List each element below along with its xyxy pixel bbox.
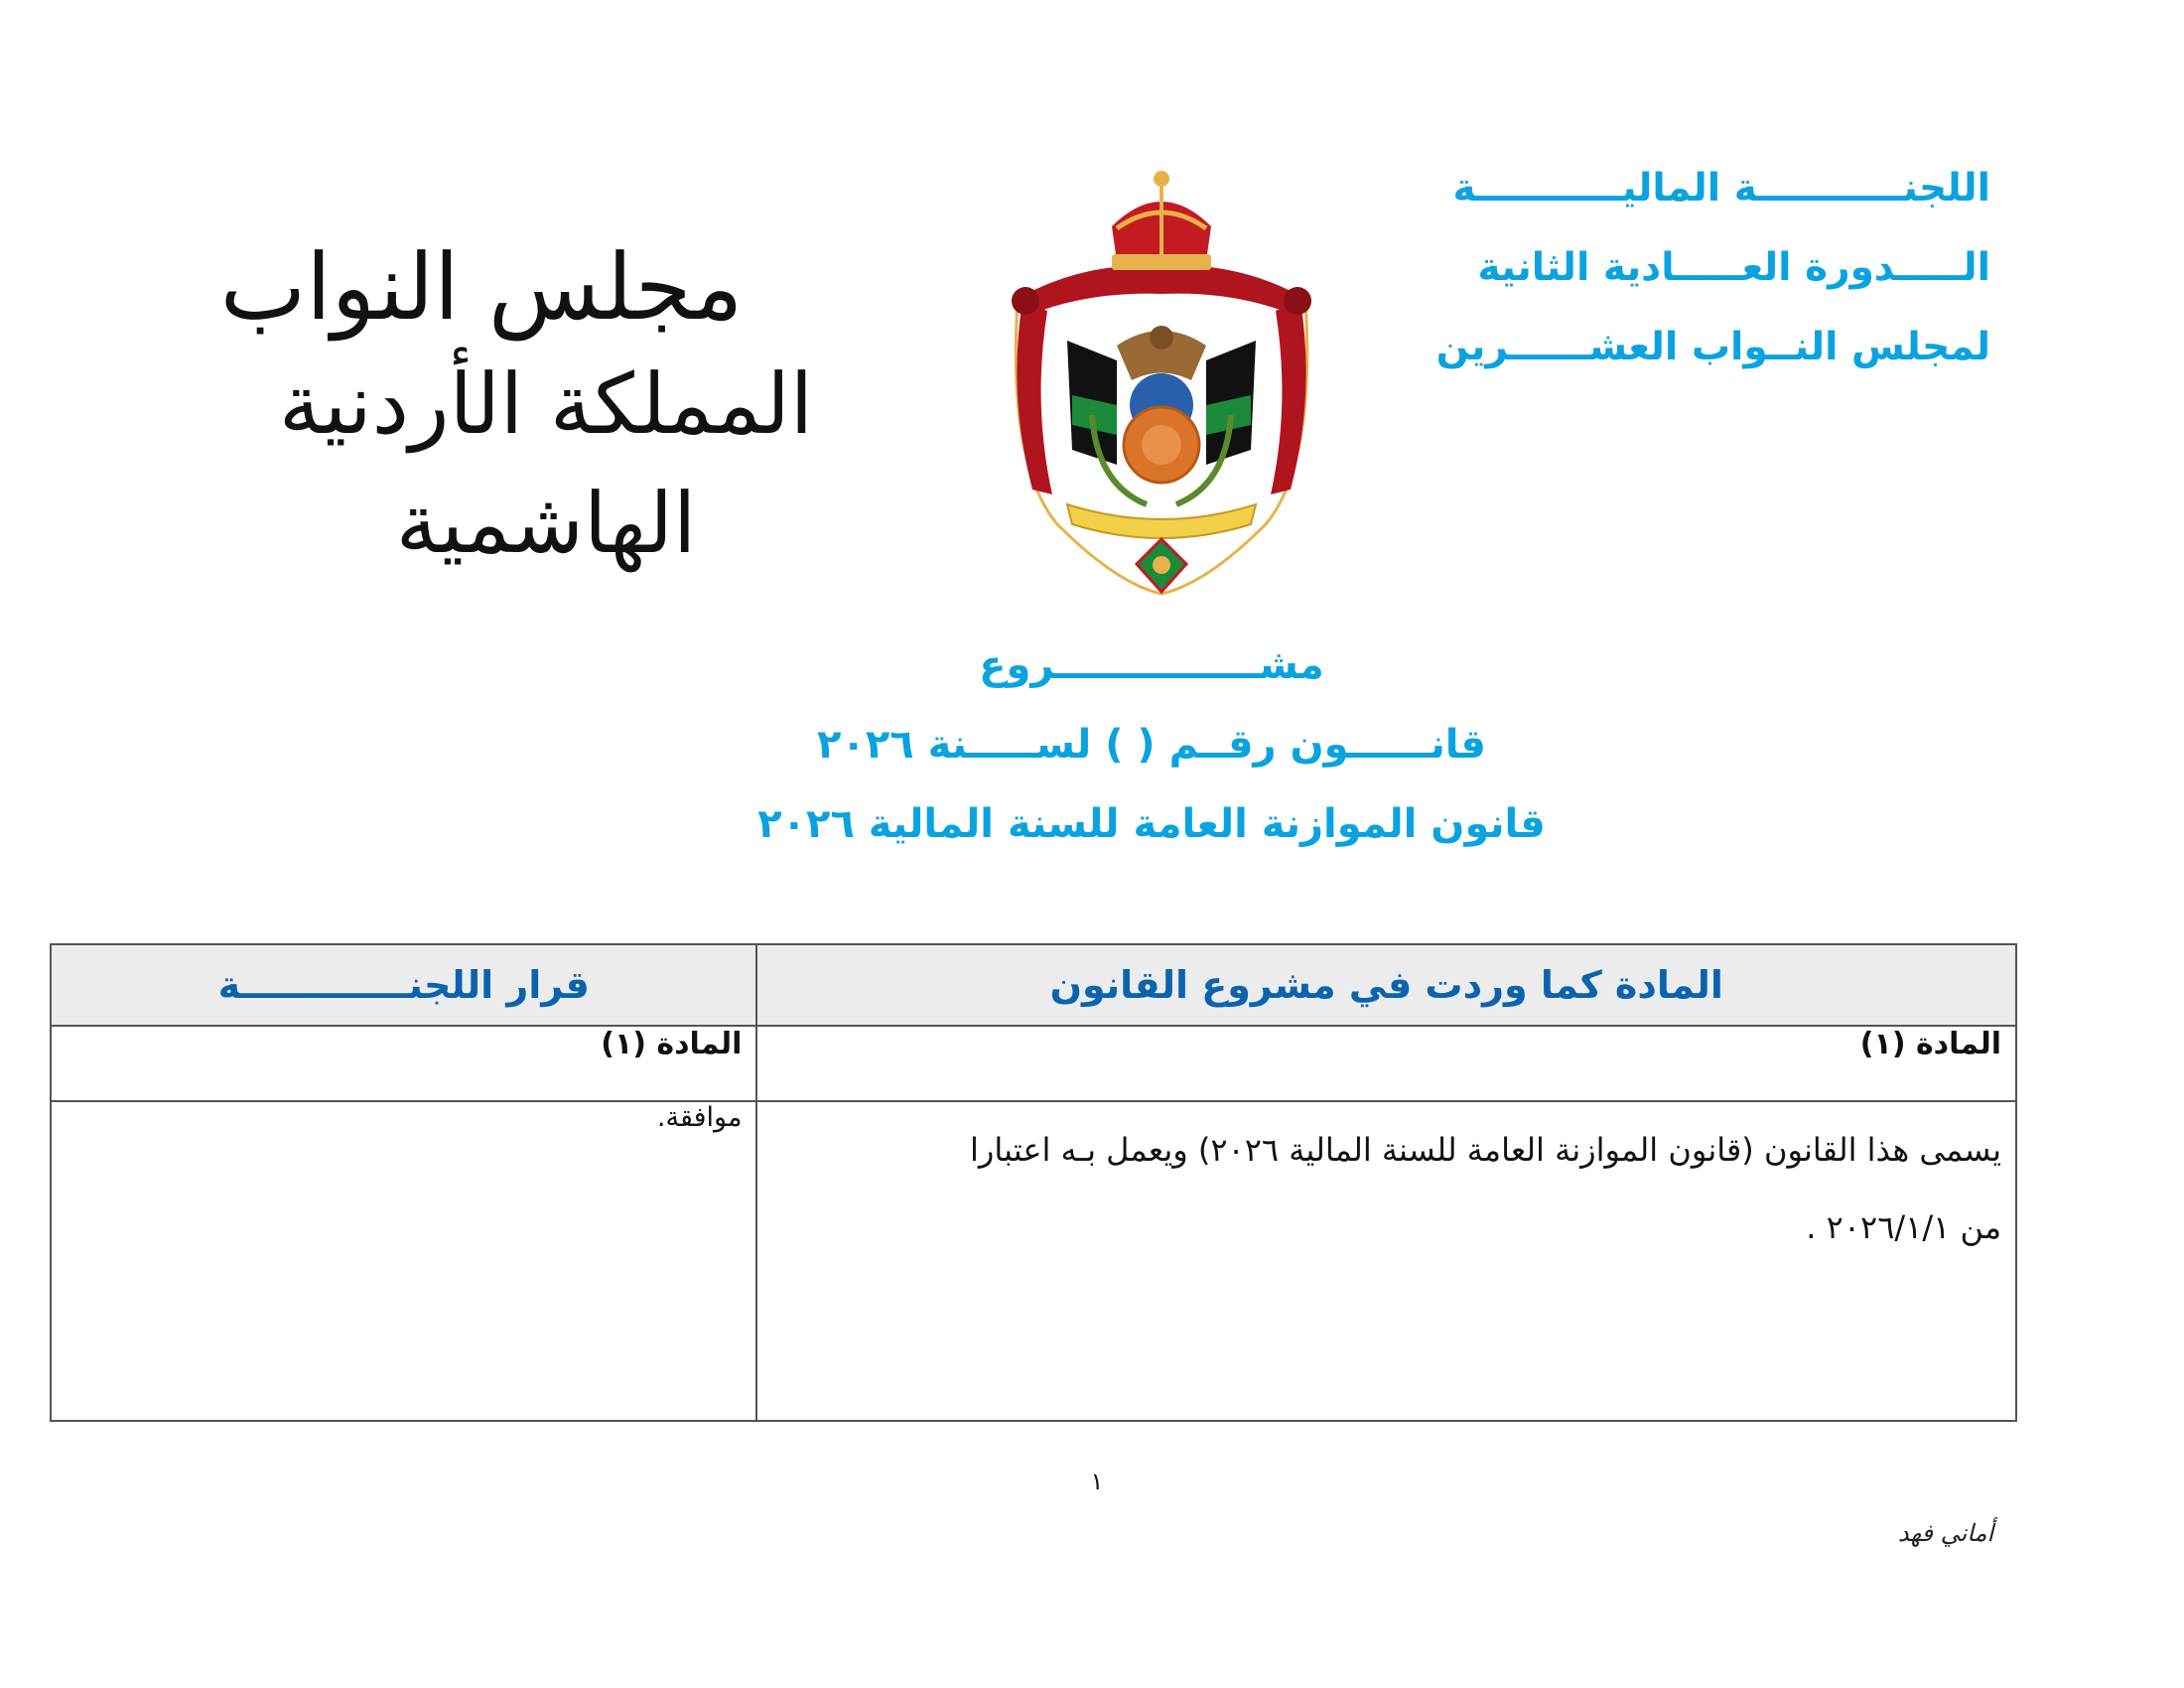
table-header-row <box>51 944 2016 1026</box>
law-comparison-table <box>50 943 2017 1422</box>
header-law-article: المادة كما وردت في مشروع القانون <box>756 944 2016 1026</box>
article-label-decision: المادة (١) <box>51 1026 756 1101</box>
article-label-law: المادة (١) <box>756 1026 2016 1101</box>
law-text-line-1: يسمى هذا القانون (قانون الموازنة العامة للسنة المالية ٢٠٢٦) ويعمل بـه اعتبارا <box>969 1131 2001 1169</box>
handwritten-initials: أماني فهد <box>1897 1519 1994 1547</box>
project-title: مشـــــــــــــــروع <box>979 642 1324 688</box>
table-row <box>51 1026 2016 1101</box>
committee-info <box>1435 149 1990 387</box>
header-committee-decision: قرار اللجنـــــــــــــة <box>51 944 756 1026</box>
table-row <box>51 1101 2016 1421</box>
decision-text-cell: موافقة. <box>51 1101 756 1421</box>
document-titles <box>556 626 1747 864</box>
law-name-title: قانون الموازنة العامة للسنة المالية ٢٠٢٦ <box>757 801 1546 847</box>
parliament-logo-calligraphy <box>119 230 973 583</box>
committee-line-2: الـــــدورة العـــــادية الثانية <box>1477 245 1990 290</box>
council-calligraphy: مجلس النواب <box>219 234 744 341</box>
law-text-cell <box>756 1101 2016 1421</box>
law-text-line-2: من ٢٠٢٦/١/١ . <box>1806 1208 2001 1246</box>
jordan-coat-of-arms-icon <box>998 167 1325 604</box>
kingdom-calligraphy: المملكة الأردنية الهاشمية <box>278 355 814 572</box>
committee-line-1: اللجنـــــــــــة الماليـــــــــــة <box>1452 166 1990 211</box>
page-number: ١ <box>1090 1468 1104 1495</box>
committee-line-3: لمجلس النــواب العشــــــرين <box>1435 325 1990 369</box>
law-number-title: قانــــــون رقــم ( ) لســـــنة ٢٠٢٦ <box>817 722 1486 768</box>
